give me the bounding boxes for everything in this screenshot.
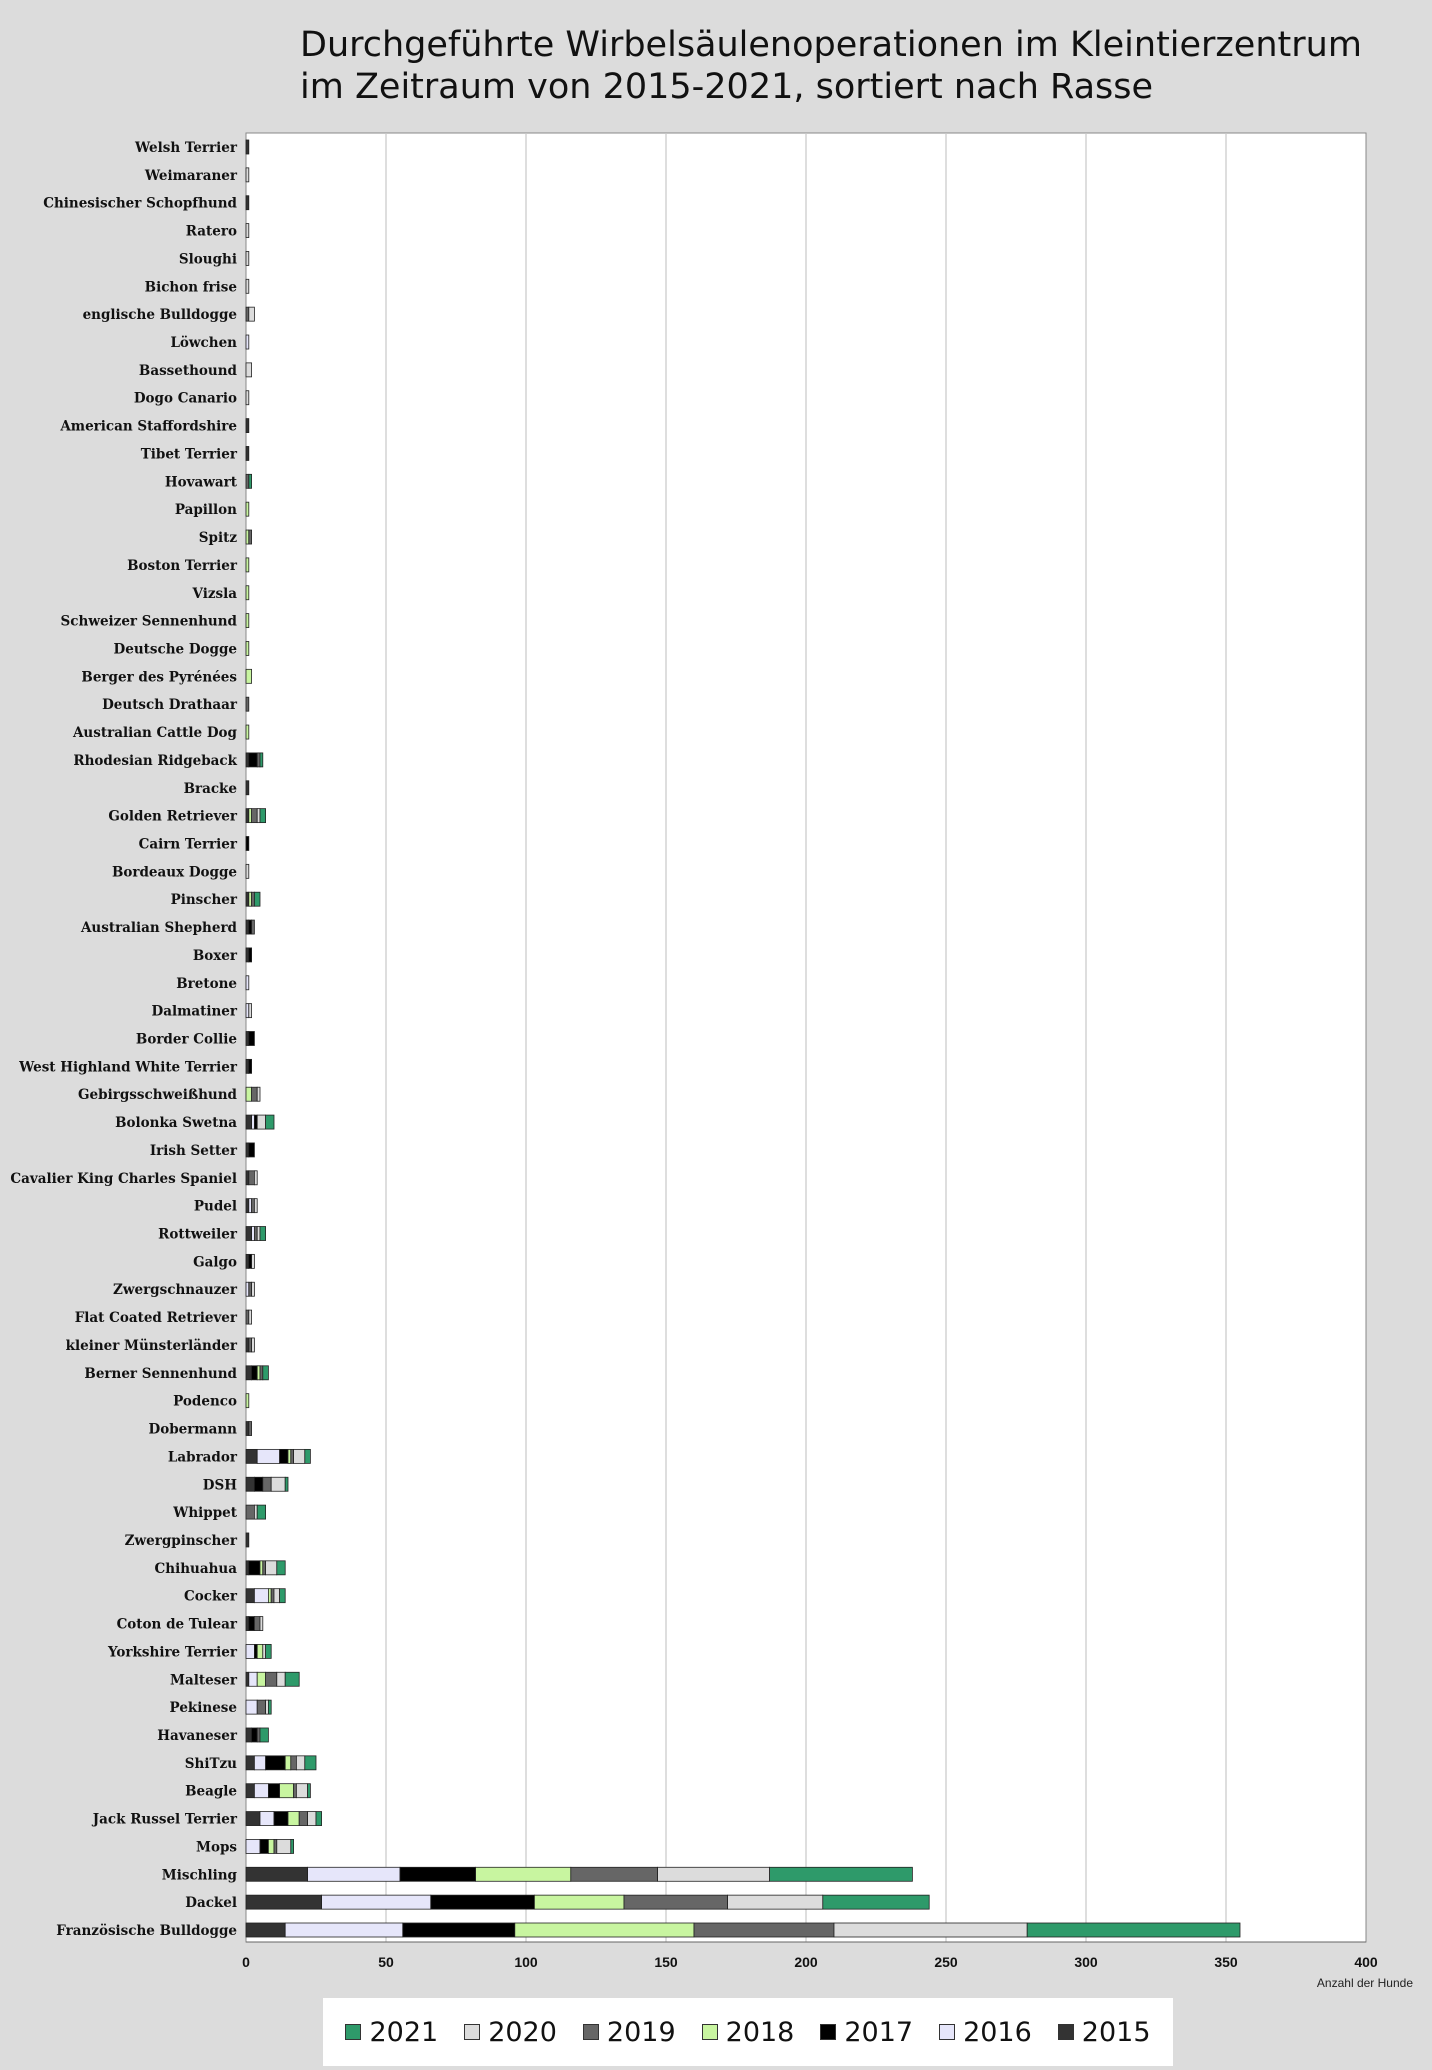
legend-label: 2020 — [488, 2016, 557, 2048]
bar-segment-2021 — [268, 1700, 271, 1714]
bar-segment-2021 — [770, 1867, 913, 1881]
bar-segment-2015 — [246, 1449, 257, 1463]
bar-segment-2020 — [263, 1644, 266, 1658]
bar-segment-2016 — [246, 335, 249, 349]
category-label: Dogo Canario — [133, 390, 237, 407]
bar-segment-2017 — [246, 836, 249, 850]
legend-swatch — [464, 2024, 480, 2040]
bar-segment-2019 — [249, 1338, 252, 1352]
bar-segment-2015 — [246, 1533, 249, 1547]
bar-segment-2020 — [271, 1477, 285, 1491]
bar-segment-2018 — [246, 1087, 252, 1101]
bar-segment-2020 — [254, 1505, 257, 1519]
category-label: Boxer — [192, 947, 237, 964]
bar-segment-2020 — [249, 307, 255, 321]
bar-segment-2017 — [254, 1115, 257, 1129]
bar-segment-2016 — [257, 1449, 279, 1463]
bar-segment-2021 — [257, 1505, 265, 1519]
x-tick-label: 350 — [1214, 1954, 1238, 1970]
category-label: Bassethound — [138, 362, 237, 379]
bar-segment-2018 — [249, 892, 252, 906]
bar-segment-2015 — [246, 1171, 249, 1185]
bar-segment-2019 — [266, 1672, 277, 1686]
x-tick-label: 150 — [654, 1954, 678, 1970]
bar-segment-2018 — [268, 1839, 274, 1853]
bar-segment-2021 — [266, 1644, 272, 1658]
bar-segment-2020 — [257, 809, 260, 823]
legend-item-2021 — [345, 2017, 438, 2048]
bar-segment-2021 — [266, 1115, 274, 1129]
bar-segment-2021 — [280, 1589, 286, 1603]
legend-swatch — [820, 2024, 836, 2040]
category-label: Labrador — [167, 1449, 237, 1466]
bar-segment-2015 — [246, 1032, 249, 1046]
bar-segment-2020 — [266, 1700, 269, 1714]
bar-segment-2019 — [246, 697, 249, 711]
category-label: Schweizer Sennenhund — [60, 613, 237, 630]
bar-segment-2018 — [534, 1895, 624, 1909]
legend-item-2017 — [820, 2017, 913, 2048]
bar-segment-2019 — [257, 1728, 260, 1742]
bar-segment-2015 — [246, 1812, 260, 1826]
bar-segment-2015 — [246, 1784, 254, 1798]
category-label: Ratero — [185, 223, 237, 240]
bar-segment-2017 — [249, 1143, 255, 1157]
bar-segment-2017 — [249, 920, 252, 934]
bar-segment-2021 — [285, 1477, 288, 1491]
bar-segment-2015 — [246, 809, 249, 823]
bar-segment-2015 — [246, 140, 249, 154]
category-label: West Highland White Terrier — [19, 1059, 237, 1076]
bar-segment-2019 — [263, 1477, 271, 1491]
bar-segment-2021 — [260, 753, 263, 767]
bar-segment-2016 — [246, 976, 249, 990]
category-label: Cairn Terrier — [138, 836, 237, 853]
bar-segment-2017 — [431, 1895, 535, 1909]
bar-segment-2021 — [285, 1672, 299, 1686]
bar-segment-2016 — [308, 1867, 400, 1881]
bar-segment-2017 — [252, 1366, 258, 1380]
legend-swatch — [345, 2024, 361, 2040]
bar-segment-2017 — [268, 1784, 279, 1798]
category-label: Golden Retriever — [108, 808, 237, 825]
bar-segment-2017 — [249, 753, 257, 767]
bar-segment-2021 — [308, 1784, 311, 1798]
bar-segment-2020 — [296, 1784, 307, 1798]
bar-segment-2015 — [246, 892, 249, 906]
legend-item-2019 — [583, 2017, 676, 2048]
category-label: Rhodesian Ridgeback — [73, 752, 237, 769]
category-label: Malteser — [170, 1672, 237, 1689]
bar-segment-2020 — [252, 1338, 255, 1352]
bar-segment-2019 — [249, 1171, 255, 1185]
bar-segment-2015 — [246, 1227, 252, 1241]
category-label: Whippet — [173, 1505, 237, 1522]
bar-segment-2020 — [257, 1115, 265, 1129]
category-label: Pekinese — [169, 1700, 237, 1717]
category-label: Cocker — [183, 1588, 237, 1605]
category-label: Bracke — [183, 780, 237, 797]
bar-segment-2017 — [249, 1059, 252, 1073]
bar-segment-2015 — [246, 920, 249, 934]
category-label: Podenco — [173, 1393, 237, 1410]
bar-segment-2020 — [658, 1867, 770, 1881]
category-label: Bolonka Swetna — [115, 1115, 237, 1132]
bar-segment-2016 — [260, 1812, 274, 1826]
bar-segment-2015 — [246, 1589, 254, 1603]
bar-segment-2019 — [252, 892, 255, 906]
x-tick-labels — [242, 1954, 1378, 1970]
category-label: englische Bulldogge — [82, 307, 237, 324]
category-label: American Staffordshire — [60, 418, 237, 435]
bar-segment-2016 — [254, 1589, 268, 1603]
category-label: Flat Coated Retriever — [74, 1310, 237, 1327]
bar-segment-2020 — [254, 1171, 257, 1185]
bar-segment-2020 — [246, 224, 249, 238]
category-labels — [10, 140, 237, 1939]
category-label: DSH — [202, 1477, 237, 1494]
bar-segment-2020 — [308, 1812, 316, 1826]
legend-item-2016 — [939, 2017, 1032, 2048]
bar-segment-2021 — [305, 1449, 311, 1463]
bar-segment-2021 — [823, 1895, 929, 1909]
bar-segment-2020 — [246, 363, 252, 377]
bar-segment-2018 — [288, 1812, 299, 1826]
category-label: Cavalier King Charles Spaniel — [10, 1170, 237, 1187]
bar-segment-2018 — [246, 669, 252, 683]
legend-swatch — [939, 2024, 955, 2040]
bar-segment-2019 — [252, 1087, 258, 1101]
bar-segment-2015 — [246, 1728, 252, 1742]
category-label: Gebirgsschweißhund — [78, 1087, 237, 1104]
bar-segment-2020 — [728, 1895, 823, 1909]
bar-segment-2018 — [288, 1449, 291, 1463]
category-label: Galgo — [193, 1254, 237, 1271]
bar-segment-2020 — [246, 391, 249, 405]
bar-segment-2015 — [246, 1115, 252, 1129]
x-tick-label: 300 — [1074, 1954, 1098, 1970]
legend-label: 2016 — [963, 2016, 1032, 2048]
category-label: Papillon — [174, 502, 237, 519]
bar-segment-2020 — [294, 1449, 305, 1463]
bar-segment-2020 — [834, 1923, 1027, 1937]
bar-segment-2015 — [246, 1672, 249, 1686]
bar-segment-2021 — [305, 1756, 316, 1770]
category-label: Dackel — [185, 1895, 237, 1912]
category-label: Bordeaux Dogge — [111, 864, 237, 881]
legend-label: 2021 — [369, 2016, 439, 2048]
category-label: Rottweiler — [158, 1226, 237, 1243]
bar-segment-2020 — [260, 1617, 263, 1631]
bar-segment-2019 — [263, 1561, 266, 1575]
category-label: Französische Bulldogge — [56, 1923, 237, 1939]
category-label: Hovawart — [164, 474, 237, 491]
bar-segment-2015 — [246, 1254, 249, 1268]
category-label: Weimaraner — [144, 167, 237, 184]
category-label: Zwergschnauzer — [113, 1282, 237, 1299]
category-label: Dalmatiner — [151, 1003, 237, 1020]
bar-segment-2015 — [246, 419, 249, 433]
bar-segment-2017 — [249, 1617, 255, 1631]
category-label: Berger des Pyrénées — [81, 669, 237, 686]
bar-segment-2015 — [246, 1895, 322, 1909]
bar-segment-2019 — [254, 1227, 257, 1241]
category-label: Mops — [196, 1839, 237, 1856]
bar-segment-2017 — [280, 1449, 288, 1463]
x-tick-label: 400 — [1354, 1954, 1378, 1970]
bar-segment-2017 — [403, 1923, 515, 1937]
bar-segment-2018 — [285, 1756, 291, 1770]
category-label: Chinesischer Schopfhund — [43, 195, 237, 212]
bar-segment-2018 — [257, 1644, 263, 1658]
bar-segment-2016 — [254, 1756, 265, 1770]
category-label: Tibet Terrier — [140, 446, 237, 463]
bar-segment-2016 — [252, 1227, 255, 1241]
bar-segment-2017 — [254, 1477, 262, 1491]
bar-segment-2016 — [322, 1895, 431, 1909]
bar-segment-2019 — [249, 1422, 252, 1436]
category-label: Sloughi — [178, 251, 237, 268]
x-tick-label: 50 — [378, 1954, 394, 1970]
bar-segment-2017 — [400, 1867, 476, 1881]
bar-segment-2017 — [260, 1839, 268, 1853]
bar-segment-2020 — [296, 1756, 304, 1770]
bar-segment-2018 — [246, 530, 249, 544]
bar-segment-2021 — [249, 474, 252, 488]
legend-label: 2018 — [725, 2016, 795, 2048]
bar-segment-2019 — [252, 920, 255, 934]
bar-segment-2021 — [260, 1227, 266, 1241]
category-label: Deutsche Dogge — [113, 641, 237, 658]
chart-title-line-2: im Zeitraum von 2015-2021, sortiert nach Rasse — [300, 67, 1154, 107]
bar-segment-2020 — [277, 1839, 291, 1853]
bar-segment-2020 — [246, 251, 249, 265]
bar-segment-2019 — [571, 1867, 658, 1881]
bar-segment-2018 — [246, 641, 249, 655]
bar-segment-2017 — [254, 1644, 257, 1658]
category-label: Pinscher — [170, 892, 237, 909]
bar-segment-2017 — [249, 1561, 260, 1575]
bar-segment-2019 — [246, 1310, 249, 1324]
legend-label: 2017 — [844, 2016, 914, 2048]
bar-segment-2016 — [246, 1700, 257, 1714]
category-label: Bichon frise — [144, 279, 237, 296]
bar-segment-2015 — [246, 1477, 254, 1491]
category-label: Bretone — [176, 975, 237, 992]
category-label: Vizsla — [192, 585, 237, 602]
legend-swatch — [1058, 2024, 1074, 2040]
legend-label: 2015 — [1081, 2016, 1151, 2048]
bar-segment-2021 — [254, 892, 260, 906]
bar-segment-2018 — [246, 502, 249, 516]
legend-swatch — [583, 2024, 599, 2040]
bar-segment-2015 — [246, 948, 249, 962]
bar-segment-2015 — [246, 1199, 249, 1213]
bar-segment-2016 — [252, 1115, 255, 1129]
bar-segment-2019 — [271, 1589, 274, 1603]
bar-segment-2017 — [266, 1756, 286, 1770]
category-label: Border Collie — [135, 1031, 237, 1048]
bar-segment-2020 — [274, 1589, 280, 1603]
bar-segment-2020 — [266, 1561, 277, 1575]
bar-segment-2019 — [252, 809, 258, 823]
bar-segment-2016 — [249, 1672, 257, 1686]
bar-segment-2020 — [246, 279, 249, 293]
bar-segment-2016 — [254, 1784, 268, 1798]
bar-segment-2016 — [246, 1644, 254, 1658]
category-label: Chihuahua — [154, 1560, 237, 1577]
bar-segment-2019 — [249, 1282, 252, 1296]
bar-segment-2017 — [252, 1728, 258, 1742]
bar-segment-2021 — [316, 1812, 322, 1826]
category-label: Jack Russel Terrier — [92, 1811, 237, 1828]
bar-segment-2020 — [246, 168, 249, 182]
bar-segment-2018 — [246, 725, 249, 739]
bar-segment-2019 — [257, 753, 260, 767]
category-label: Australian Shepherd — [80, 920, 237, 937]
bar-segment-2018 — [246, 614, 249, 628]
bar-segment-2020 — [277, 1672, 285, 1686]
bar-segment-2015 — [246, 1867, 308, 1881]
bar-segment-2020 — [249, 1004, 252, 1018]
bar-segment-2018 — [268, 1589, 271, 1603]
x-tick-label: 100 — [514, 1954, 538, 1970]
legend-label: 2019 — [606, 2016, 676, 2048]
category-label: Irish Setter — [149, 1142, 237, 1159]
category-label: kleiner Münsterländer — [65, 1337, 237, 1354]
bar-segment-2015 — [246, 1143, 249, 1157]
bar-segment-2018 — [515, 1923, 694, 1937]
bar-segment-2018 — [249, 809, 252, 823]
chart-title-line-1: Durchgeführte Wirbelsäulenoperationen im Kleintierzentrum — [300, 25, 1362, 65]
bar-segment-2016 — [246, 1282, 249, 1296]
category-label: Welsh Terrier — [134, 140, 237, 156]
bar-segment-2018 — [246, 586, 249, 600]
bar-segment-2021 — [260, 809, 266, 823]
x-tick-label: 250 — [934, 1954, 958, 1970]
bar-segment-2019 — [246, 307, 249, 321]
bar-segment-2020 — [249, 1310, 252, 1324]
category-label: Zwergpinscher — [124, 1532, 237, 1549]
category-label: Yorkshire Terrier — [107, 1644, 237, 1661]
category-label: Boston Terrier — [127, 557, 237, 574]
bar-segment-2019 — [291, 1756, 297, 1770]
category-label: Spitz — [198, 530, 237, 547]
bar-segment-2017 — [274, 1812, 288, 1826]
category-label: Beagle — [185, 1783, 237, 1800]
bar-segment-2018 — [246, 1394, 249, 1408]
bar-segment-2017 — [249, 1254, 252, 1268]
category-label: Löwchen — [170, 335, 237, 352]
bar-segment-2021 — [263, 1366, 269, 1380]
bar-segment-2016 — [246, 1839, 260, 1853]
bar-segment-2019 — [254, 1617, 260, 1631]
category-label: Australian Cattle Dog — [72, 725, 237, 742]
bar-segment-2020 — [252, 1254, 255, 1268]
bar-segment-2019 — [291, 1449, 294, 1463]
bar-segment-2018 — [260, 1561, 263, 1575]
bar-segment-2020 — [257, 1087, 260, 1101]
category-label: Pudel — [193, 1198, 237, 1215]
bar-segment-2015 — [246, 753, 249, 767]
bar-segment-2019 — [257, 1700, 265, 1714]
bar-segment-2021 — [291, 1839, 294, 1853]
bar-segment-2015 — [246, 1561, 249, 1575]
bar-segment-2020 — [252, 1282, 255, 1296]
bar-segment-2015 — [246, 1059, 249, 1073]
bar-segment-2018 — [257, 1672, 265, 1686]
bar-segment-2016 — [285, 1923, 403, 1937]
bar-segment-2015 — [246, 446, 249, 460]
bar-segment-2015 — [246, 1756, 254, 1770]
bar-segment-2019 — [294, 1784, 297, 1798]
bar-segment-2018 — [246, 558, 249, 572]
legend-item-2018 — [702, 2017, 795, 2048]
bar-segment-2019 — [249, 530, 252, 544]
bar-segment-2018 — [280, 1784, 294, 1798]
bar-segment-2021 — [260, 1728, 268, 1742]
category-label: ShiTzu — [184, 1755, 237, 1772]
bar-segment-2015 — [246, 1923, 285, 1937]
bar-segment-2016 — [246, 1004, 249, 1018]
bar-segment-2021 — [277, 1561, 285, 1575]
legend — [323, 1998, 1173, 2066]
legend-item-2015 — [1058, 2017, 1151, 2048]
legend-item-2020 — [464, 2017, 557, 2048]
bar-segment-2017 — [249, 1032, 255, 1046]
bar-segment-2018 — [257, 1366, 260, 1380]
bar-segment-2019 — [624, 1895, 728, 1909]
bar-segment-2016 — [249, 1199, 252, 1213]
category-label: Deutsch Drathaar — [102, 697, 237, 714]
category-label: Mischling — [161, 1867, 237, 1884]
legend-swatch — [702, 2024, 718, 2040]
x-tick-label: 0 — [242, 1954, 250, 1970]
bar-segment-2020 — [254, 1199, 257, 1213]
bar-segment-2019 — [246, 474, 249, 488]
bar-segment-2015 — [246, 1366, 252, 1380]
category-label: Berner Sennenhund — [84, 1365, 237, 1382]
bar-segment-2015 — [246, 1338, 249, 1352]
bar-segment-2018 — [476, 1867, 571, 1881]
bar-segment-2019 — [274, 1839, 277, 1853]
bar-segment-2017 — [249, 948, 252, 962]
category-label: Dobermann — [148, 1421, 237, 1438]
bar-segment-2019 — [299, 1812, 307, 1826]
bar-segment-2019 — [260, 1366, 263, 1380]
bar-segment-2015 — [246, 1617, 249, 1631]
x-tick-label: 200 — [794, 1954, 818, 1970]
bar-segment-2015 — [246, 1422, 249, 1436]
bar-segment-2019 — [694, 1923, 834, 1937]
bar-segment-2020 — [257, 1227, 260, 1241]
bar-segment-2020 — [246, 864, 249, 878]
x-axis-title: Anzahl der Hunde — [1316, 1976, 1413, 1990]
category-label: Havaneser — [157, 1727, 237, 1744]
bar-segment-2015 — [246, 196, 249, 210]
bar-segment-2015 — [246, 781, 249, 795]
bar-segment-2021 — [1027, 1923, 1240, 1937]
bar-segment-2019 — [246, 1505, 254, 1519]
category-label: Coton de Tulear — [116, 1616, 237, 1633]
bar-segment-2019 — [252, 1199, 255, 1213]
